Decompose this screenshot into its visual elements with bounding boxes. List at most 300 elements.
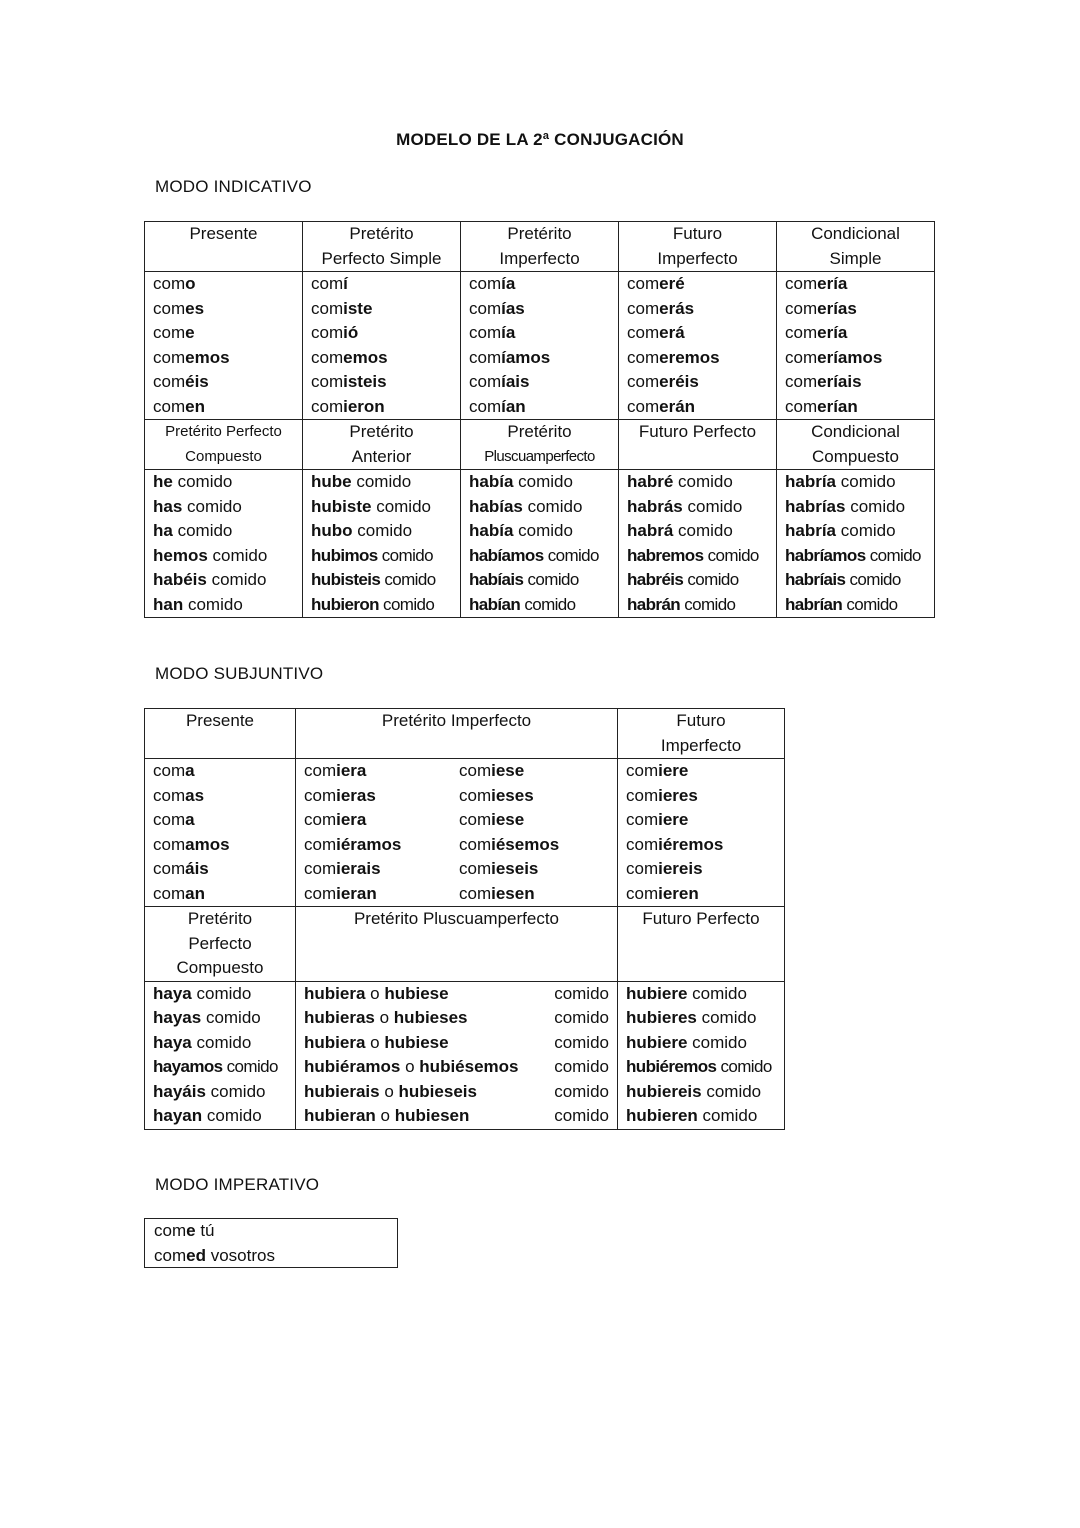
verb-ending: iéremos xyxy=(658,834,724,854)
header-line: Pretérito Imperfecto xyxy=(381,711,532,730)
compound-form xyxy=(626,1055,776,1080)
aux-verb: han xyxy=(153,594,184,614)
verb-stem: com xyxy=(304,785,337,805)
header-line: Futuro xyxy=(672,224,723,243)
aux-verb: hubisteis xyxy=(311,570,381,589)
verb-stem: com xyxy=(627,396,660,416)
verb-ending: iera xyxy=(336,761,367,780)
aux-verb: hubimos xyxy=(311,545,378,565)
plusc-forms xyxy=(304,1006,468,1031)
header-line: Condicional xyxy=(811,224,900,243)
ind-compound-col-1 xyxy=(303,470,461,618)
ind-header-3 xyxy=(619,222,777,272)
connector: o xyxy=(379,1008,390,1027)
verb-ending: iste xyxy=(343,298,373,318)
participle: comido xyxy=(554,1008,609,1027)
verb-form xyxy=(627,272,768,297)
compound-form xyxy=(469,568,610,593)
verb-stem: com xyxy=(304,834,337,854)
verb-stem: com xyxy=(459,785,492,805)
ind-header-0 xyxy=(145,222,303,272)
participle: comido xyxy=(518,521,573,540)
header-line: Pretérito xyxy=(349,422,414,441)
verb-form xyxy=(626,759,776,784)
aux-verb: hubiere xyxy=(626,1032,688,1052)
sub-pluscuamperfecto-col xyxy=(296,981,618,1129)
sub-plusc-row xyxy=(304,982,609,1007)
compound-form xyxy=(153,593,294,618)
verb-stem: com xyxy=(785,298,818,318)
verb-ending: í xyxy=(343,274,348,293)
ind-compound-header-0 xyxy=(145,420,303,470)
sub-imperfecto-row xyxy=(304,882,609,907)
verb-form xyxy=(626,808,776,833)
aux-verb: hayamos xyxy=(153,1057,223,1076)
sub-plusc-row xyxy=(304,1006,609,1031)
aux-verb: habrán xyxy=(627,594,681,614)
ind-compound-col-4 xyxy=(777,470,935,618)
header-line: Pluscuamperfecto xyxy=(484,447,595,465)
participle: comido xyxy=(701,1008,757,1027)
compound-form xyxy=(469,593,610,618)
verb-form xyxy=(785,297,926,322)
aux-verb: haya xyxy=(153,983,192,1003)
verb-ending: erá xyxy=(659,323,685,342)
participle: comido xyxy=(381,545,433,565)
verb-form xyxy=(469,395,610,420)
verb-ending: ierais xyxy=(336,859,381,878)
verb-ending: iese xyxy=(491,761,525,780)
compound-form xyxy=(153,544,294,569)
verb-form xyxy=(153,395,294,420)
verb-form xyxy=(153,272,294,297)
compound-form xyxy=(153,495,294,520)
verb-stem: com xyxy=(459,883,492,903)
verb-ending: iesen xyxy=(491,883,535,903)
header-line: Pretérito xyxy=(187,909,253,928)
verb-ending: erán xyxy=(659,396,696,416)
header-line: Imperfecto xyxy=(657,248,738,268)
verb-stem: com xyxy=(311,323,344,342)
aux-verb: ha xyxy=(153,521,173,540)
participle: comido xyxy=(524,594,576,614)
verb-ending: ieseis xyxy=(491,859,539,878)
verb-form xyxy=(785,272,926,297)
participle: comido xyxy=(210,1081,266,1101)
aux-se: hubieses xyxy=(393,1008,468,1027)
participle: comido xyxy=(383,594,435,614)
verb-stem: com xyxy=(785,323,818,342)
verb-ending: ieses xyxy=(491,785,534,805)
compound-form xyxy=(626,1031,776,1056)
compound-form xyxy=(785,568,926,593)
verb-ending: emos xyxy=(185,347,230,367)
verb-stem: com xyxy=(459,810,492,829)
aux-verb: has xyxy=(153,496,183,516)
participle: comido xyxy=(211,570,267,589)
verb-ending: isteis xyxy=(343,372,387,391)
compound-form xyxy=(311,470,452,495)
aux-verb: hayan xyxy=(153,1106,203,1125)
compound-form xyxy=(785,593,926,618)
participle: comido xyxy=(518,472,573,491)
connector: o xyxy=(370,1032,380,1052)
verb-ending: ió xyxy=(343,323,359,342)
verb-stem: com xyxy=(153,834,186,854)
subjuntivo-label: MODO SUBJUNTIVO xyxy=(155,664,324,683)
header-line: Presente xyxy=(189,224,258,243)
compound-form xyxy=(627,593,768,618)
sub-header-1 xyxy=(296,709,618,759)
ind-header-1 xyxy=(303,222,461,272)
compound-form xyxy=(627,544,768,569)
verb-ending: iere xyxy=(658,761,689,780)
verb-form xyxy=(626,833,776,858)
verb-stem: com xyxy=(626,785,659,805)
verb-stem: com xyxy=(627,372,660,391)
participle: comido xyxy=(846,594,898,614)
verb-ending: áis xyxy=(185,859,209,878)
aux-verb: hubieres xyxy=(626,1008,697,1027)
aux-se: hubiésemos xyxy=(419,1057,519,1076)
verb-form xyxy=(311,297,452,322)
header-line: Pretérito xyxy=(349,224,414,243)
participle: comido xyxy=(692,1032,747,1052)
aux-verb: había xyxy=(469,472,514,491)
verb-ending: eríamos xyxy=(817,347,883,367)
verb-stem: com xyxy=(627,298,660,318)
verb-stem: com xyxy=(153,785,186,805)
verb-stem: com xyxy=(153,347,186,367)
compound-form xyxy=(469,519,610,544)
verb-form xyxy=(459,882,579,907)
participle: comido xyxy=(177,521,233,540)
verb-ending: iese xyxy=(491,810,525,829)
participle: comido xyxy=(850,496,906,516)
verb-ending: an xyxy=(185,883,205,903)
verb-ending: eremos xyxy=(659,347,720,367)
verb-form xyxy=(304,857,381,882)
verb-ending: ieron xyxy=(343,396,385,416)
verb-stem: com xyxy=(311,347,344,367)
aux-verb: habrían xyxy=(785,594,843,614)
participle: comido xyxy=(206,1106,262,1125)
ind-simple-col-2 xyxy=(461,272,619,420)
page-title: MODELO DE LA 2ª CONJUGACIÓN xyxy=(396,130,684,149)
participle: comido xyxy=(187,594,243,614)
verb-ending: es xyxy=(185,298,205,318)
verb-ending: iere xyxy=(658,810,689,829)
verb-ending: ería xyxy=(817,274,848,293)
header-line: Anterior xyxy=(351,446,412,466)
participle: comido xyxy=(840,521,896,540)
compound-form xyxy=(311,519,452,544)
verb-ending: iereis xyxy=(658,859,703,878)
compound-form xyxy=(626,982,776,1007)
compound-form xyxy=(153,1055,287,1080)
aux-ra: hubieras xyxy=(304,1008,375,1027)
participle: comido xyxy=(707,545,759,565)
ind-simple-col-4 xyxy=(777,272,935,420)
verb-ending: ía xyxy=(501,323,516,342)
verb-stem: com xyxy=(626,834,659,854)
verb-ending: eré xyxy=(659,274,685,293)
sub-perfecto-col xyxy=(145,981,296,1129)
verb-form xyxy=(304,882,377,907)
participle: comido xyxy=(687,570,739,589)
verb-stem: com xyxy=(785,347,818,367)
participle: comido xyxy=(702,1106,758,1125)
aux-ra: hubiéramos xyxy=(304,1057,401,1076)
connector: o xyxy=(384,1081,394,1101)
participle: comido xyxy=(869,545,921,565)
sub-imperfecto-row xyxy=(304,808,609,833)
verb-form xyxy=(785,370,926,395)
aux-se: hubiese xyxy=(384,1032,449,1052)
header-line: Presente xyxy=(185,711,255,730)
aux-verb: hubo xyxy=(311,521,353,540)
verb-form xyxy=(459,759,579,784)
compound-form xyxy=(469,544,610,569)
compound-form xyxy=(311,568,452,593)
header-line: Imperfecto xyxy=(499,248,580,268)
header-line: Simple xyxy=(829,248,882,268)
aux-verb: habréis xyxy=(627,570,684,589)
verb-stem: com xyxy=(626,810,659,829)
aux-verb: he xyxy=(153,472,173,491)
verb-ending: ía xyxy=(501,274,516,293)
sub-plusc-row xyxy=(304,1055,609,1080)
verb-ending: a xyxy=(185,761,195,780)
participle: comido xyxy=(554,983,609,1003)
sub-imperfecto-col xyxy=(296,759,618,907)
verb-form xyxy=(469,370,610,395)
verb-ending: iéramos xyxy=(336,834,402,854)
participle: comido xyxy=(840,472,896,491)
aux-verb: hubiere xyxy=(626,983,688,1003)
ind-compound-header-2 xyxy=(461,420,619,470)
verb-ending: eréis xyxy=(659,372,699,391)
verb-form xyxy=(459,857,579,882)
plusc-forms xyxy=(304,1031,449,1056)
verb-form xyxy=(153,370,294,395)
verb-form xyxy=(627,321,768,346)
verb-ending: éis xyxy=(185,372,209,391)
verb-form xyxy=(304,833,401,858)
participle: comido xyxy=(678,521,733,540)
verb-stem: com xyxy=(153,298,186,318)
connector: o xyxy=(405,1057,415,1076)
verb-stem: com xyxy=(153,274,186,293)
compound-form xyxy=(785,470,926,495)
verb-stem: com xyxy=(304,761,337,780)
compound-form xyxy=(626,1104,776,1129)
verb-ending: eríais xyxy=(817,372,862,391)
verb-form xyxy=(459,833,579,858)
verb-form xyxy=(627,370,768,395)
verb-form xyxy=(469,272,610,297)
compound-form xyxy=(311,593,452,618)
verb-ending: iera xyxy=(336,810,367,829)
aux-se: hubiesen xyxy=(394,1106,470,1125)
verb-form xyxy=(153,759,287,784)
header-line: Pretérito xyxy=(507,224,572,243)
participle: comido xyxy=(554,1057,609,1076)
header-line: Futuro xyxy=(676,711,726,730)
verb-stem: com xyxy=(627,274,660,293)
plusc-forms xyxy=(304,982,449,1007)
aux-verb: haya xyxy=(153,1032,192,1052)
verb-form xyxy=(469,346,610,371)
compound-form xyxy=(311,544,452,569)
imperativo-label: MODO IMPERATIVO xyxy=(155,1175,320,1194)
verb-ending: e xyxy=(185,323,195,342)
aux-verb: habías xyxy=(469,496,523,516)
header-line: Imperfecto xyxy=(660,735,742,755)
header-line: Perfecto Simple xyxy=(321,248,442,268)
header-line: Futuro Perfecto xyxy=(642,909,760,928)
ind-compound-col-3 xyxy=(619,470,777,618)
indicativo-label: MODO INDICATIVO xyxy=(155,177,312,196)
compound-form xyxy=(153,568,294,593)
verb-stem: com xyxy=(153,372,186,391)
aux-se: hubieseis xyxy=(398,1081,477,1101)
ind-compound-col-2 xyxy=(461,470,619,618)
compound-form xyxy=(311,495,452,520)
verb-form xyxy=(627,395,768,420)
compound-form xyxy=(153,982,287,1007)
participle: comido xyxy=(849,570,901,589)
plusc-forms xyxy=(304,1104,469,1129)
ind-simple-col-3 xyxy=(619,272,777,420)
participle: comido xyxy=(384,570,436,589)
participle: comido xyxy=(692,983,747,1003)
header-line: Compuesto xyxy=(185,447,262,465)
verb-form xyxy=(311,395,452,420)
participle: comido xyxy=(226,1057,278,1076)
aux-verb: hubieron xyxy=(311,594,379,614)
verb-stem: com xyxy=(153,859,186,878)
verb-form xyxy=(311,370,452,395)
sub-compound-header-1 xyxy=(296,907,618,982)
verb-form xyxy=(153,882,287,907)
aux-verb: habrá xyxy=(627,521,674,540)
aux-verb: habrías xyxy=(785,496,846,516)
verb-form xyxy=(459,808,579,833)
verb-stem: com xyxy=(469,323,502,342)
compound-form xyxy=(153,1104,287,1129)
verb-ending: ías xyxy=(501,298,525,318)
compound-form xyxy=(627,470,768,495)
verb-ending: íamos xyxy=(501,347,551,367)
aux-verb: hubiéremos xyxy=(626,1057,717,1076)
verb-form xyxy=(304,808,366,833)
header-line: Compuesto xyxy=(176,958,264,977)
verb-stem: com xyxy=(469,298,502,318)
aux-verb: habían xyxy=(469,594,521,614)
verb-form xyxy=(469,321,610,346)
verb-stem: com xyxy=(785,372,818,391)
participle: comido xyxy=(554,1081,609,1101)
verb-stem: com xyxy=(626,761,659,780)
ind-header-2 xyxy=(461,222,619,272)
header-line: Perfecto xyxy=(188,933,252,953)
participle: comido xyxy=(527,570,579,589)
compound-form xyxy=(153,470,294,495)
verb-form xyxy=(153,808,287,833)
verb-stem: com xyxy=(626,859,659,878)
verb-ending: amos xyxy=(185,834,230,854)
verb-ending: íais xyxy=(501,372,530,391)
compound-form xyxy=(626,1006,776,1031)
verb-stem: com xyxy=(785,396,818,416)
sub-imperfecto-row xyxy=(304,857,609,882)
verb-stem: com xyxy=(153,396,186,416)
sub-header-0 xyxy=(145,709,296,759)
verb-form xyxy=(153,857,287,882)
verb-stem: com xyxy=(459,761,492,780)
imperativo-box xyxy=(144,1218,398,1268)
participle: comido xyxy=(554,1106,609,1125)
sub-presente-col xyxy=(145,759,296,907)
aux-verb: habríais xyxy=(785,570,846,589)
header-line: Futuro Perfecto xyxy=(638,422,757,441)
participle: comido xyxy=(554,1032,609,1052)
verb-form xyxy=(304,759,366,784)
participle: comido xyxy=(187,496,242,516)
connector: o xyxy=(370,983,380,1003)
compound-form xyxy=(785,495,926,520)
sub-plusc-row xyxy=(304,1031,609,1056)
header-line: Pretérito Perfecto xyxy=(165,423,282,440)
verb-stem: com xyxy=(627,347,660,367)
aux-verb: habría xyxy=(785,472,837,491)
verb-ending: ieran xyxy=(336,883,377,903)
sub-futuro-perfecto-col xyxy=(618,981,785,1129)
imperativo-line xyxy=(154,1244,388,1269)
verb-stem: com xyxy=(626,883,659,903)
sub-plusc-row xyxy=(304,1104,609,1129)
compound-form xyxy=(469,495,610,520)
pronoun: vosotros xyxy=(210,1245,275,1265)
verb-stem: com xyxy=(469,372,502,391)
compound-form xyxy=(785,544,926,569)
verb-form xyxy=(785,346,926,371)
sub-plusc-row xyxy=(304,1080,609,1105)
header-line: Condicional xyxy=(811,422,900,441)
aux-verb: hubiereis xyxy=(626,1081,702,1101)
verb-form xyxy=(153,784,287,809)
verb-stem: com xyxy=(469,396,502,416)
verb-ending: ieren xyxy=(658,883,699,903)
indicativo-table xyxy=(144,221,935,618)
aux-verb: habría xyxy=(785,521,837,540)
verb-stem: com xyxy=(153,883,186,903)
header-line: Pretérito xyxy=(507,422,572,441)
verb-ending: erás xyxy=(659,298,695,318)
aux-verb: habríamos xyxy=(785,545,866,565)
verb-stem: com xyxy=(459,859,492,878)
sub-imperfecto-row xyxy=(304,784,609,809)
verb-form xyxy=(626,857,776,882)
verb-stem: com xyxy=(304,859,337,878)
sub-header-2 xyxy=(618,709,785,759)
verb-ending: erías xyxy=(817,298,857,318)
ind-simple-col-0 xyxy=(145,272,303,420)
participle: comido xyxy=(196,983,252,1003)
aux-verb: habré xyxy=(627,472,674,491)
aux-ra: hubieran xyxy=(304,1106,376,1125)
